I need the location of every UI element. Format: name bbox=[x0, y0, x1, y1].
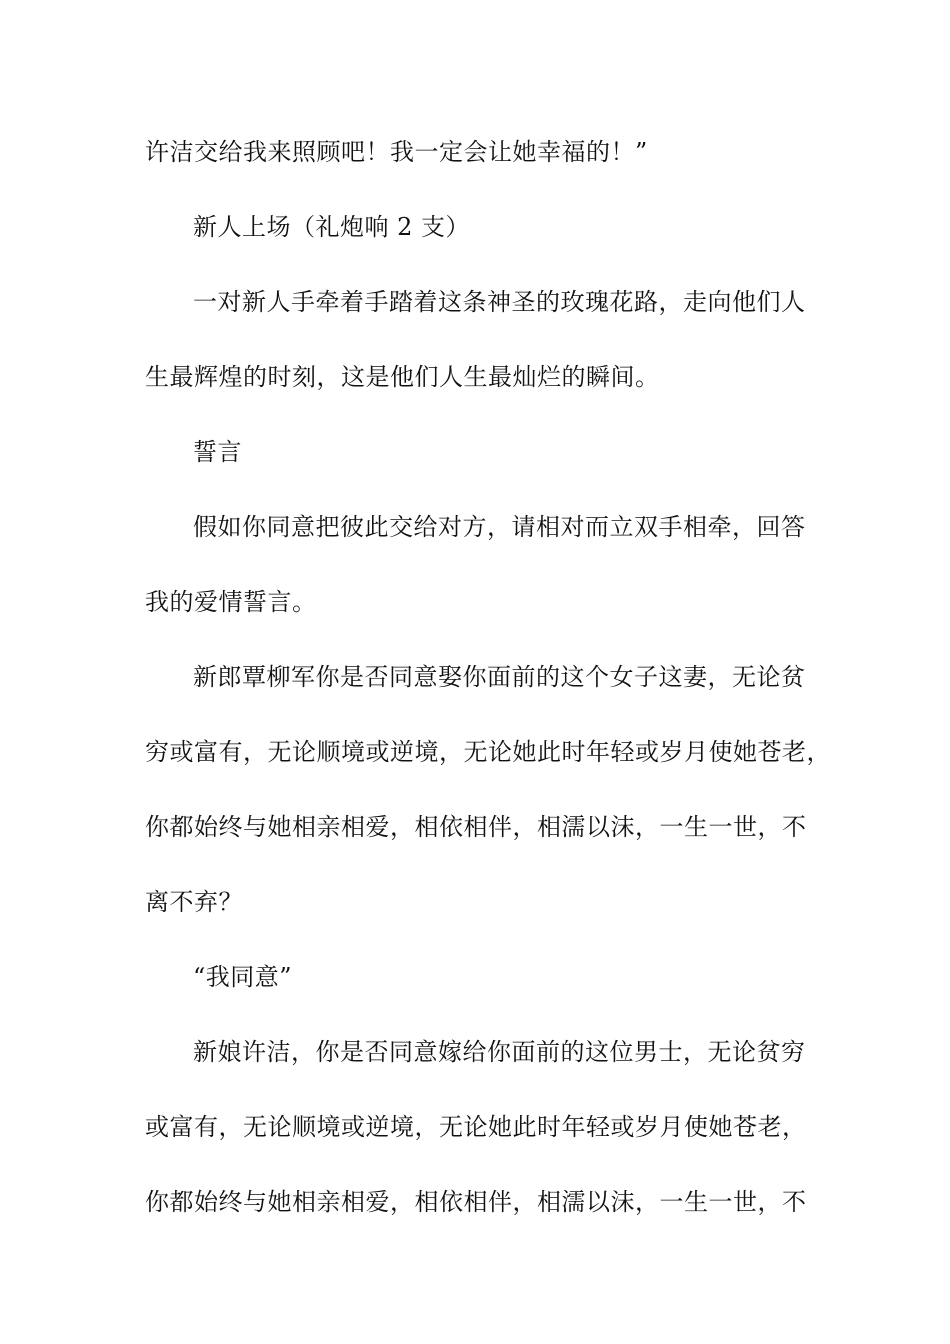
text-line: 离不弃？ bbox=[145, 888, 243, 916]
text-line: 穷或富有，无论顺境或逆境，无论她此时年轻或岁月使她苍老， bbox=[145, 738, 831, 766]
text-line: 或富有，无论顺境或逆境，无论她此时年轻或岁月使她苍老， bbox=[145, 1113, 807, 1141]
text-line: “我同意” bbox=[193, 963, 293, 991]
text-line: 新人上场（礼炮响 2 支） bbox=[193, 213, 471, 241]
text-line: 假如你同意把彼此交给对方，请相对而立双手相牵，回答 bbox=[193, 513, 806, 541]
text-line: 新郎覃柳军你是否同意娶你面前的这个女子这妻，无论贫 bbox=[193, 663, 806, 691]
text-line: 一对新人手牵着手踏着这条神圣的玫瑰花路，走向他们人 bbox=[193, 288, 806, 316]
text-line: 许洁交给我来照顾吧！我一定会让她幸福的！” bbox=[145, 138, 648, 166]
text-line: 新娘许洁，你是否同意嫁给你面前的这位男士，无论贫穷 bbox=[193, 1038, 806, 1066]
text-line: 我的爱情誓言。 bbox=[145, 588, 317, 616]
text-line: 誓言 bbox=[193, 438, 242, 466]
text-line: 生最辉煌的时刻，这是他们人生最灿烂的瞬间。 bbox=[145, 363, 660, 391]
text-line: 你都始终与她相亲相爱，相依相伴，相濡以沫，一生一世，不 bbox=[145, 813, 807, 841]
text-line: 你都始终与她相亲相爱，相依相伴，相濡以沫，一生一世，不 bbox=[145, 1188, 807, 1216]
